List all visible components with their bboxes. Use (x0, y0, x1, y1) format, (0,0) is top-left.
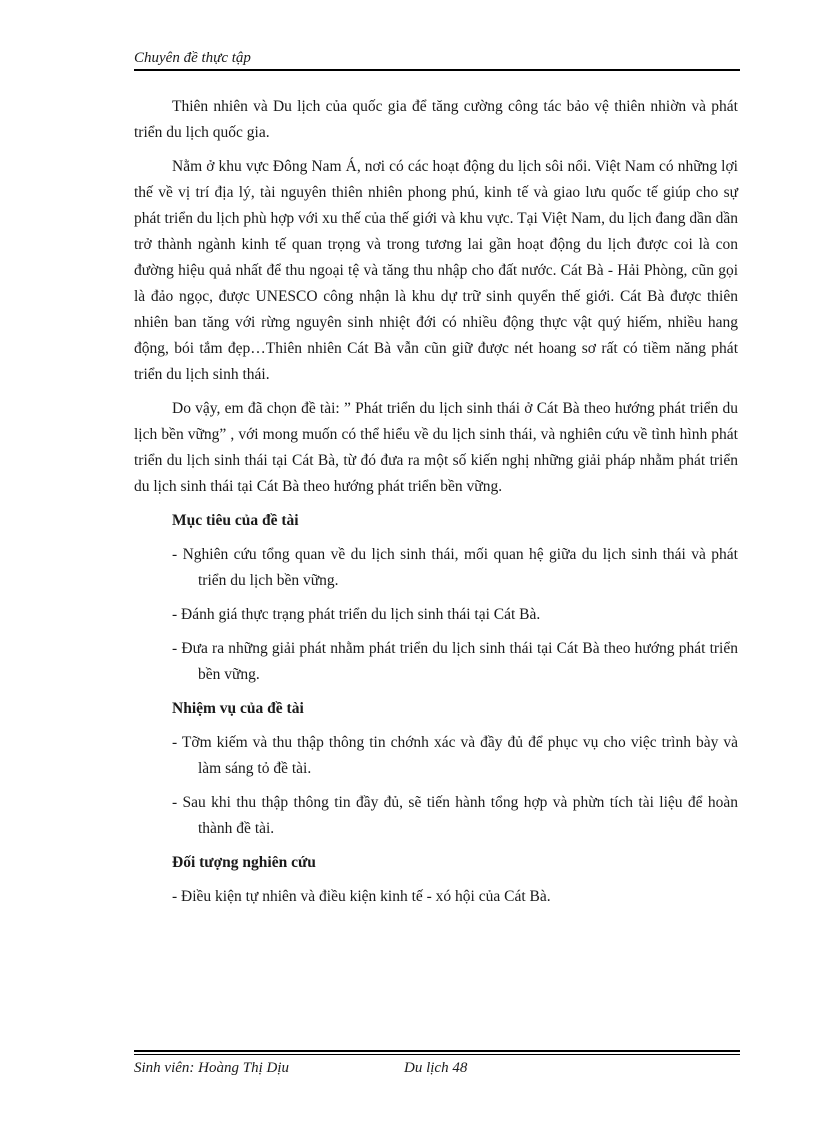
footer-class: Du lịch 48 (404, 1060, 468, 1076)
page-header (134, 48, 740, 68)
paragraph: Do vậy, em đã chọn đề tài: ” Phát triển du lịch sinh thái ở Cát Bà theo hướng phát triển du lịch bền vững” , với mong muốn có thể hiểu về du lịch sinh thái, và nghiên cứu về tình hình phát triển du lịch sinh thái tại Cát Bà, từ đó đưa ra một số kiến nghị những giải pháp nhằm phát triển du lịch sinh thái tại Cát Bà theo hướng phát triển bền vững. (134, 400, 738, 495)
section-heading: Mục tiêu của đề tài (172, 512, 299, 529)
list-item: - Sau khi thu thập thông tin đầy đủ, sẽ tiến hành tổng hợp và phừn tích tài liệu để hoàn thành đề tài. (172, 790, 738, 842)
paragraph: Nằm ở khu vực Đông Nam Á, nơi có các hoạt động du lịch sôi nổi. Việt Nam có những lợi thế về vị trí địa lý, tài nguyên thiên nhiên phong phú, kinh tế và giao lưu quốc tế giúp cho sự phát triển du lịch phù hợp với xu thế của thế giới và khu vực. Tại Việt Nam, du lịch đang dần dần trở thành ngành kinh tế quan trọng và trong tương lai gần hoạt động du lịch được coi là con đường hiệu quả nhất để thu ngoại tệ và tăng thu nhập cho đất nước. Cát Bà - Hải Phòng, cũn gọi là đảo ngọc, được UNESCO công nhận là khu dự trữ sinh quyển thế giới. Cát Bà được thiên nhiên ban tăng với rừng nguyên sinh nhiệt đới có nhiều động thực vật quý hiếm, nhiều hang động, bói tắm đẹp…Thiên nhiên Cát Bà vẫn cũn giữ được nét hoang sơ rất có tiềm năng phát triển du lịch sinh thái. (134, 158, 738, 383)
header-title: Chuyên đề thực tập (134, 50, 251, 66)
header-rule (134, 69, 740, 71)
section-heading: Nhiệm vụ của đề tài (172, 700, 304, 717)
list-item: - Nghiên cứu tổng quan về du lịch sinh thái, mối quan hệ giữa du lịch sinh thái và phát triển du lịch bền vững. (172, 542, 738, 594)
list-item: - Điều kiện tự nhiên và điều kiện kinh tế - xó hội của Cát Bà. (172, 884, 738, 910)
footer-rule (134, 1050, 740, 1052)
section-heading: Đối tượng nghiên cứu (172, 854, 316, 871)
list-item: - Đánh giá thực trạng phát triển du lịch sinh thái tại Cát Bà. (172, 602, 738, 628)
footer-rule (134, 1054, 740, 1055)
paragraph: Thiên nhiên và Du lịch của quốc gia để tăng cường công tác bảo vệ thiên nhiờn và phát triển du lịch quốc gia. (134, 98, 738, 141)
list-item: - Tỡm kiếm và thu thập thông tin chớnh xác và đầy đủ để phục vụ cho việc trình bày và làm sáng tỏ đề tài. (172, 730, 738, 782)
document-body (134, 94, 738, 918)
list-item: - Đưa ra những giải phát nhằm phát triển du lịch sinh thái tại Cát Bà theo hướng phát triển bền vững. (172, 636, 738, 688)
footer-student: Sinh viên: Hoàng Thị Dịu (134, 1060, 289, 1076)
